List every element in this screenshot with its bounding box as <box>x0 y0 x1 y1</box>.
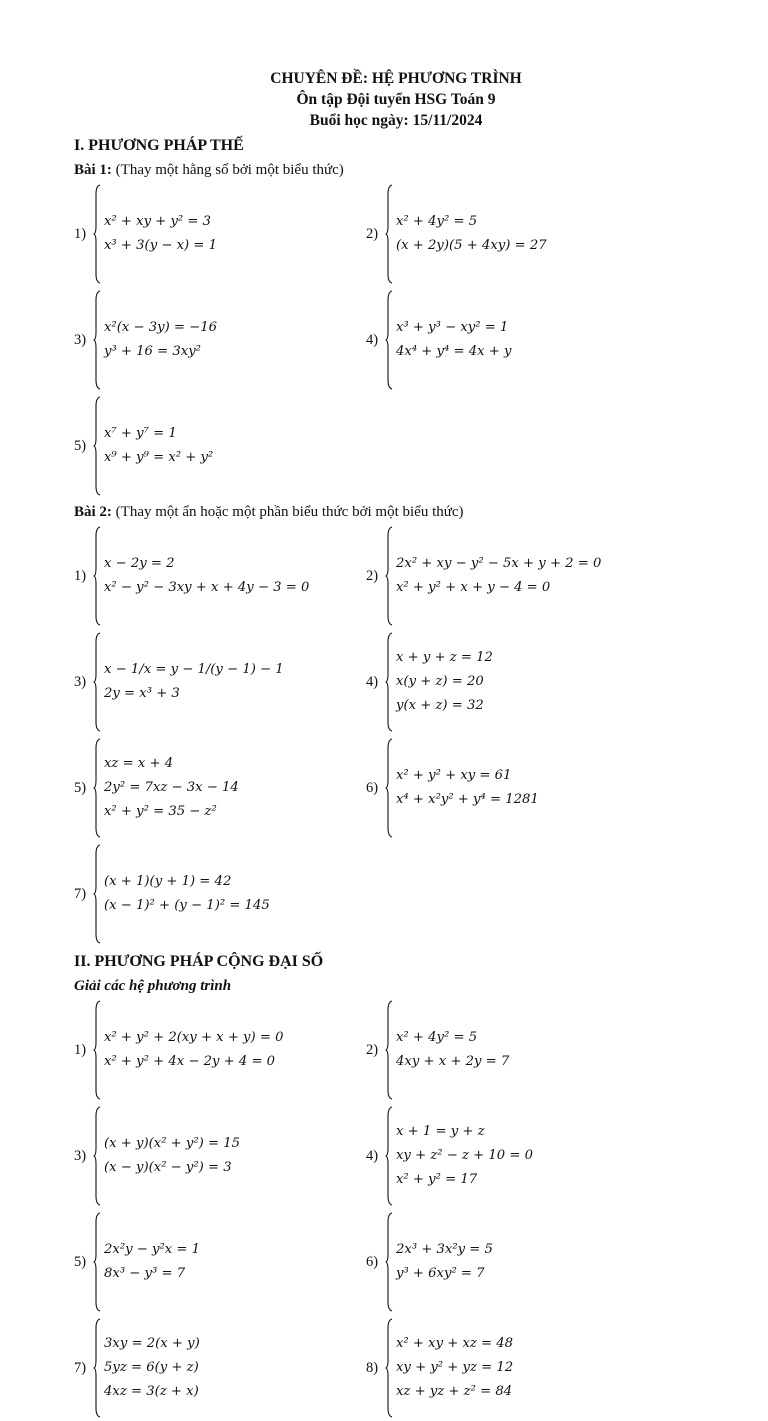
equation-system <box>385 184 547 284</box>
header-course: Ôn tập Đội tuyển HSG Toán 9 <box>296 91 496 108</box>
equation: 5yz = 6(y + z) <box>104 1360 199 1375</box>
equation-system <box>385 1000 509 1100</box>
equation: x⁴ + x²y² + y⁴ = 1281 <box>396 792 539 807</box>
system-brace <box>93 1212 101 1312</box>
system-brace <box>93 632 101 732</box>
problem-number: 2) <box>366 567 379 584</box>
bai-2-label: Bài 2: <box>74 504 112 520</box>
problem-number: 5) <box>74 437 87 454</box>
equation-system <box>385 1212 493 1312</box>
left-brace-icon <box>385 184 393 284</box>
equation-system <box>93 844 270 944</box>
problem-item <box>74 997 366 1103</box>
section-2-title: II. PHƯƠNG PHÁP CỘNG ĐẠI SỐ <box>74 953 324 970</box>
equations <box>104 526 309 626</box>
equations <box>104 1318 200 1418</box>
equation: x²(x − 3y) = −16 <box>104 320 217 335</box>
equation-system <box>93 184 217 284</box>
equation: 4xz = 3(z + x) <box>104 1384 199 1399</box>
equations <box>396 1212 493 1312</box>
system-brace <box>385 184 393 284</box>
system-brace <box>385 1318 393 1418</box>
equation: 2x²y − y²x = 1 <box>104 1242 200 1257</box>
problem-number: 7) <box>74 885 87 902</box>
problem-item <box>74 735 366 841</box>
left-brace-icon <box>385 1106 393 1206</box>
left-brace-icon <box>93 290 101 390</box>
equations <box>396 1000 509 1100</box>
equation: x² + y² + 4x − 2y + 4 = 0 <box>104 1054 276 1069</box>
left-brace-icon <box>93 1318 101 1418</box>
equations <box>396 290 511 390</box>
equation-system <box>385 1106 533 1206</box>
equation: x + y + z = 12 <box>396 650 493 665</box>
section-2-problems <box>74 997 698 1421</box>
system-brace <box>93 184 101 284</box>
problem-number: 8) <box>366 1359 379 1376</box>
equations <box>104 1106 240 1206</box>
problem-number: 2) <box>366 1041 379 1058</box>
header <box>74 68 698 131</box>
equation-system <box>93 1000 283 1100</box>
equations <box>396 1318 513 1418</box>
problem-number: 5) <box>74 1253 87 1270</box>
problem-number: 5) <box>74 779 87 796</box>
bai-1-note: (Thay một hằng số bởi một biểu thức) <box>111 162 344 178</box>
equations <box>104 738 239 838</box>
problem-item <box>74 1315 366 1421</box>
system-brace <box>385 290 393 390</box>
left-brace-icon <box>93 396 101 496</box>
equation: (x + 2y)(5 + 4xy) = 27 <box>396 238 547 253</box>
equation: x⁹ + y⁹ = x² + y² <box>104 450 214 465</box>
left-brace-icon <box>385 526 393 626</box>
section-1-title: I. PHƯƠNG PHÁP THẾ <box>74 137 244 154</box>
equations <box>104 844 270 944</box>
equations <box>104 396 213 496</box>
problem-number: 2) <box>366 225 379 242</box>
problem-item <box>74 1103 366 1209</box>
equation: y(x + z) = 32 <box>396 698 484 713</box>
equation: x + 1 = y + z <box>396 1124 485 1139</box>
equation: (x + 1)(y + 1) = 42 <box>104 874 232 889</box>
equation-system <box>385 1318 513 1418</box>
equation: xz + yz + z² = 84 <box>396 1384 513 1399</box>
problem-number: 4) <box>366 673 379 690</box>
bai-2-heading <box>74 501 698 523</box>
problem-item <box>366 629 666 735</box>
equations <box>104 184 217 284</box>
problem-number: 3) <box>74 673 87 690</box>
problem-item <box>74 841 366 947</box>
bai-1-label: Bài 1: <box>74 162 112 178</box>
equations <box>104 1000 283 1100</box>
equation: x² + y² + 2(xy + x + y) = 0 <box>104 1030 284 1045</box>
bai-1-problems <box>74 181 698 499</box>
equations <box>104 632 284 732</box>
equation: x(y + z) = 20 <box>396 674 484 689</box>
equation: 3xy = 2(x + y) <box>104 1336 200 1351</box>
problem-item <box>74 523 366 629</box>
problem-item <box>366 1103 666 1209</box>
equation: (x + y)(x² + y²) = 15 <box>104 1136 241 1151</box>
left-brace-icon <box>93 738 101 838</box>
section-2-subtitle: Giải các hệ phương trình <box>74 978 232 994</box>
equation-system <box>93 396 213 496</box>
equation: y³ + 16 = 3xy² <box>104 344 201 359</box>
system-brace <box>385 526 393 626</box>
equation: 8x³ − y³ = 7 <box>104 1266 186 1281</box>
equation: 4xy + x + 2y = 7 <box>396 1054 510 1069</box>
equations <box>104 1212 200 1312</box>
equation: x² + y² + xy = 61 <box>396 768 512 783</box>
system-brace <box>93 396 101 496</box>
equation-system <box>93 526 309 626</box>
header-topic: CHUYÊN ĐỀ: HỆ PHƯƠNG TRÌNH <box>270 70 522 87</box>
problem-item <box>366 287 666 393</box>
problem-number: 3) <box>74 1147 87 1164</box>
equation: (x − 1)² + (y − 1)² = 145 <box>104 898 270 913</box>
equation: x² + 4y² = 5 <box>396 1030 478 1045</box>
equation-system <box>93 738 239 838</box>
equation: x² + 4y² = 5 <box>396 214 478 229</box>
system-brace <box>93 526 101 626</box>
problem-item <box>74 629 366 735</box>
equation: x³ + 3(y − x) = 1 <box>104 238 217 253</box>
bai-2-problems <box>74 523 698 947</box>
left-brace-icon <box>385 1318 393 1418</box>
system-brace <box>93 1000 101 1100</box>
problem-number: 6) <box>366 1253 379 1270</box>
equation: (x − y)(x² − y²) = 3 <box>104 1160 232 1175</box>
system-brace <box>385 1212 393 1312</box>
equation-system <box>93 1318 200 1418</box>
left-brace-icon <box>93 526 101 626</box>
left-brace-icon <box>93 184 101 284</box>
problem-item <box>366 1315 666 1421</box>
equation: x² − y² − 3xy + x + 4y − 3 = 0 <box>104 580 310 595</box>
left-brace-icon <box>93 1000 101 1100</box>
equation: 2y = x³ + 3 <box>104 686 180 701</box>
equation: 2x³ + 3x²y = 5 <box>396 1242 493 1257</box>
system-brace <box>93 738 101 838</box>
left-brace-icon <box>93 632 101 732</box>
problem-number: 4) <box>366 331 379 348</box>
equation: xy + z² − z + 10 = 0 <box>396 1148 533 1163</box>
equation: x³ + y³ − xy² = 1 <box>396 320 509 335</box>
equation: x² + xy + y² = 3 <box>104 214 212 229</box>
left-brace-icon <box>385 738 393 838</box>
problem-number: 1) <box>74 567 87 584</box>
left-brace-icon <box>93 1106 101 1206</box>
system-brace <box>93 844 101 944</box>
problem-item <box>366 735 666 841</box>
equation-system <box>385 526 601 626</box>
left-brace-icon <box>385 1212 393 1312</box>
equation: 4x⁴ + y⁴ = 4x + y <box>396 344 512 359</box>
problem-item <box>366 523 666 629</box>
system-brace <box>385 1000 393 1100</box>
bai-2-note: (Thay một ẩn hoặc một phần biểu thức bởi một biểu thức) <box>111 504 464 520</box>
equation: x² + y² = 17 <box>396 1172 478 1187</box>
equation: xy + y² + yz = 12 <box>396 1360 514 1375</box>
equation: 2x² + xy − y² − 5x + y + 2 = 0 <box>396 556 602 571</box>
system-brace <box>385 738 393 838</box>
problem-item <box>74 393 366 499</box>
problem-number: 7) <box>74 1359 87 1376</box>
equation: x − 2y = 2 <box>104 556 175 571</box>
problem-item <box>74 1209 366 1315</box>
equation: x − 1/x = y − 1/(y − 1) − 1 <box>104 662 284 677</box>
problem-item <box>366 181 666 287</box>
equations <box>396 184 547 284</box>
equation-system <box>385 738 539 838</box>
equation: x² + y² = 35 − z² <box>104 804 217 819</box>
problem-item <box>74 181 366 287</box>
equations <box>396 1106 533 1206</box>
problem-number: 3) <box>74 331 87 348</box>
equation: x² + xy + xz = 48 <box>396 1336 514 1351</box>
equation: y³ + 6xy² = 7 <box>396 1266 485 1281</box>
equation: 2y² = 7xz − 3x − 14 <box>104 780 239 795</box>
equation-system <box>385 632 493 732</box>
system-brace <box>385 1106 393 1206</box>
equation-system <box>93 1212 200 1312</box>
system-brace <box>93 1106 101 1206</box>
left-brace-icon <box>385 1000 393 1100</box>
equation-system <box>93 290 217 390</box>
problem-number: 1) <box>74 225 87 242</box>
system-brace <box>93 290 101 390</box>
bai-1-heading <box>74 159 698 181</box>
problem-number: 6) <box>366 779 379 796</box>
equations <box>104 290 217 390</box>
system-brace <box>385 632 393 732</box>
equation: x² + y² + x + y − 4 = 0 <box>396 580 551 595</box>
problem-item <box>366 1209 666 1315</box>
left-brace-icon <box>93 1212 101 1312</box>
system-brace <box>93 1318 101 1418</box>
equation-system <box>385 290 511 390</box>
equation: x⁷ + y⁷ = 1 <box>104 426 177 441</box>
equation-system <box>93 1106 240 1206</box>
problem-item <box>74 287 366 393</box>
problem-number: 1) <box>74 1041 87 1058</box>
left-brace-icon <box>93 844 101 944</box>
left-brace-icon <box>385 290 393 390</box>
problem-number: 4) <box>366 1147 379 1164</box>
equation-system <box>93 632 284 732</box>
left-brace-icon <box>385 632 393 732</box>
equation: xz = x + 4 <box>104 756 174 771</box>
equations <box>396 738 539 838</box>
equations <box>396 632 493 732</box>
header-date: Buổi học ngày: 15/11/2024 <box>309 112 483 129</box>
problem-item <box>366 997 666 1103</box>
equations <box>396 526 601 626</box>
